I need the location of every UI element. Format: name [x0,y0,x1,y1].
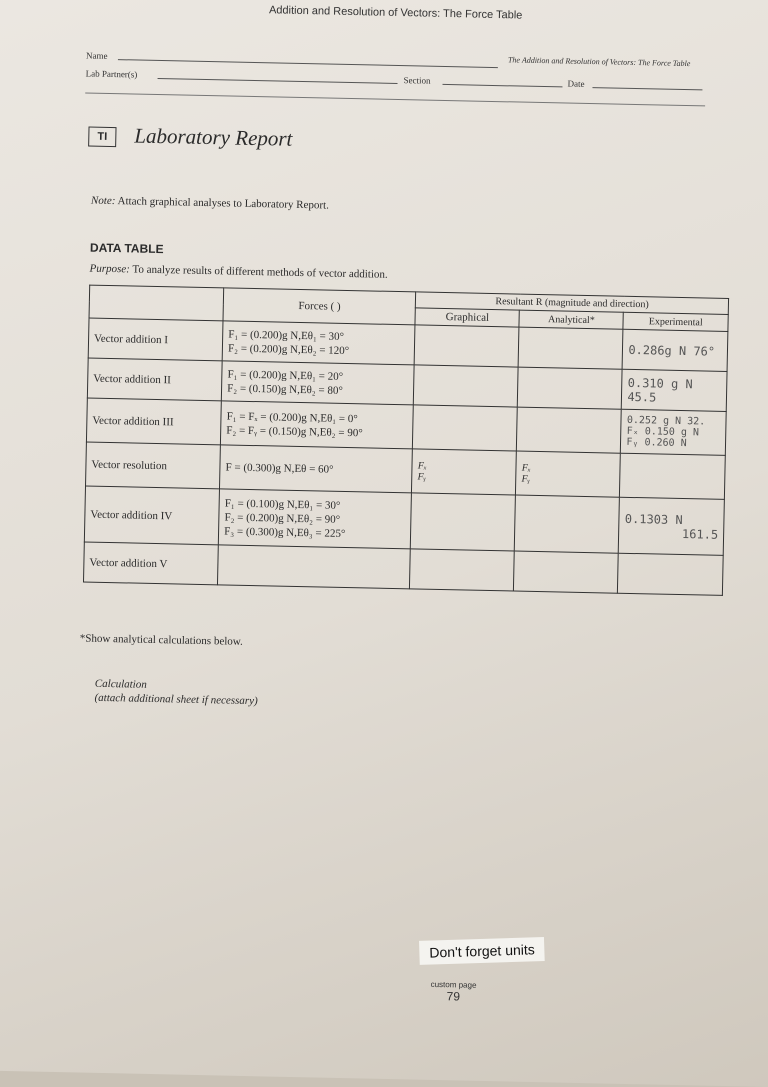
graphical-cell[interactable] [414,325,519,367]
handwritten-value: 161.5 [681,526,719,542]
forces-cell [221,401,414,449]
note [91,195,329,212]
graphical-cell[interactable] [410,549,515,591]
analytical-header: Analytical* [519,310,623,329]
lab-partners-label: Lab Partner(s) [85,68,138,80]
section-line[interactable] [442,84,562,88]
experimental-cell[interactable] [618,553,723,595]
component-label: Fₓ [417,459,427,472]
experimental-header: Experimental [623,312,728,331]
experimental-cell[interactable] [622,369,727,411]
component-label: Fᵧ [521,473,531,485]
forces-cell [220,445,413,493]
force-line: F₂ = (0.200)g N,Eθ₂ = 90° [224,510,341,526]
page-number: 79 [446,989,461,1004]
date-line[interactable] [592,87,702,90]
analytical-cell[interactable] [518,367,623,409]
force-line: F₁ = (0.200)g N,Eθ₁ = 20° [227,367,344,383]
calculation-label [94,677,258,708]
row-label: Vector resolution [86,442,221,489]
graphical-cell[interactable] [414,365,519,407]
note-label: Note: [90,194,116,208]
force-line: F = (0.300)g N,Eθ = 60° [225,460,334,476]
experimental-cell[interactable] [621,409,726,455]
force-line: F₃ = (0.300)g N,Eθ₃ = 225° [224,524,346,540]
row-label-header [89,285,224,321]
analytical-footnote: *Show analytical calculations below. [79,632,243,648]
analytical-cell[interactable] [517,407,622,453]
experimental-cell[interactable] [620,453,725,499]
row-label: Vector addition III [86,398,221,445]
name-line[interactable] [118,59,498,68]
name-label: Name [85,50,108,61]
handwritten-value: 0.310 g N 45.5 [627,375,693,404]
analytical-cell[interactable] [515,495,620,553]
forces-cell [218,545,411,589]
force-line: F₂ = (0.200)g N,Eθ₂ = 120° [227,341,350,357]
forces-cell [218,489,411,549]
data-table [83,285,729,596]
graphical-cell[interactable] [413,405,518,451]
experimental-cell[interactable] [619,497,725,555]
note-text: Attach graphical analyses to Laboratory Report. [117,195,330,212]
graphical-cell[interactable] [411,493,516,551]
report-title: Laboratory Report [134,123,293,151]
forces-cell [222,321,415,365]
ti-badge: TI [88,127,116,148]
force-line: F₁ = (0.200)g N,Eθ₁ = 30° [228,327,345,343]
force-line: F₁ = Fₓ = (0.200)g N,Eθ₁ = 0° [226,409,358,425]
date-label: Date [567,78,585,89]
lab-partners-line[interactable] [158,78,398,84]
component-label: Fₓ [521,462,531,474]
purpose-label: Purpose: [89,262,131,276]
purpose-text: To analyze results of different methods of vector addition. [132,263,388,281]
force-line: F₂ = (0.150)g N,Eθ₂ = 80° [227,381,343,397]
handwritten-value: 0.286g N 76° [628,342,716,359]
row-label: Vector addition IV [84,486,219,545]
graphical-cell[interactable] [412,449,517,495]
resultant-header: Resultant R (magnitude and direction) [416,292,729,315]
header-divider [85,92,705,106]
handwritten-value: 0.252 g N 32. [626,414,706,427]
data-table-heading: DATA TABLE [89,240,164,257]
handwritten-value: Fₓ 0.150 g N [626,425,700,438]
page-header-title: Addition and Resolution of Vectors: The Force Table [268,4,523,22]
analytical-cell[interactable] [518,327,623,369]
calculation-sublabel: (attach additional sheet if necessary) [94,691,258,708]
analytical-cell[interactable] [514,551,619,593]
purpose [89,263,387,281]
handwritten-value: Fᵧ 0.260 N [626,436,687,449]
row-label: Vector addition V [83,542,218,585]
force-line: F₁ = (0.100)g N,Eθ₁ = 30° [224,496,341,512]
component-label: Fᵧ [417,470,427,483]
calculation-title: Calculation [94,677,147,691]
section-label: Section [403,75,431,86]
analytical-cell[interactable] [516,451,621,497]
reminder-sticker: Don't forget units [419,937,545,965]
custom-page-label: custom page [430,979,477,990]
page-footer [430,980,476,1004]
forces-header: Forces ( ) [223,288,416,325]
forces-cell [221,361,414,405]
graphical-header: Graphical [415,308,519,327]
row-label: Vector addition I [88,318,223,361]
right-header-title: The Addition and Resolution of Vectors: The Force Table [507,55,691,69]
force-line: F₂ = Fᵧ = (0.150)g N,Eθ₂ = 90° [226,423,363,439]
row-label: Vector addition II [87,358,222,401]
handwritten-value: 0.1303 N [624,511,683,527]
experimental-cell[interactable] [622,329,727,371]
